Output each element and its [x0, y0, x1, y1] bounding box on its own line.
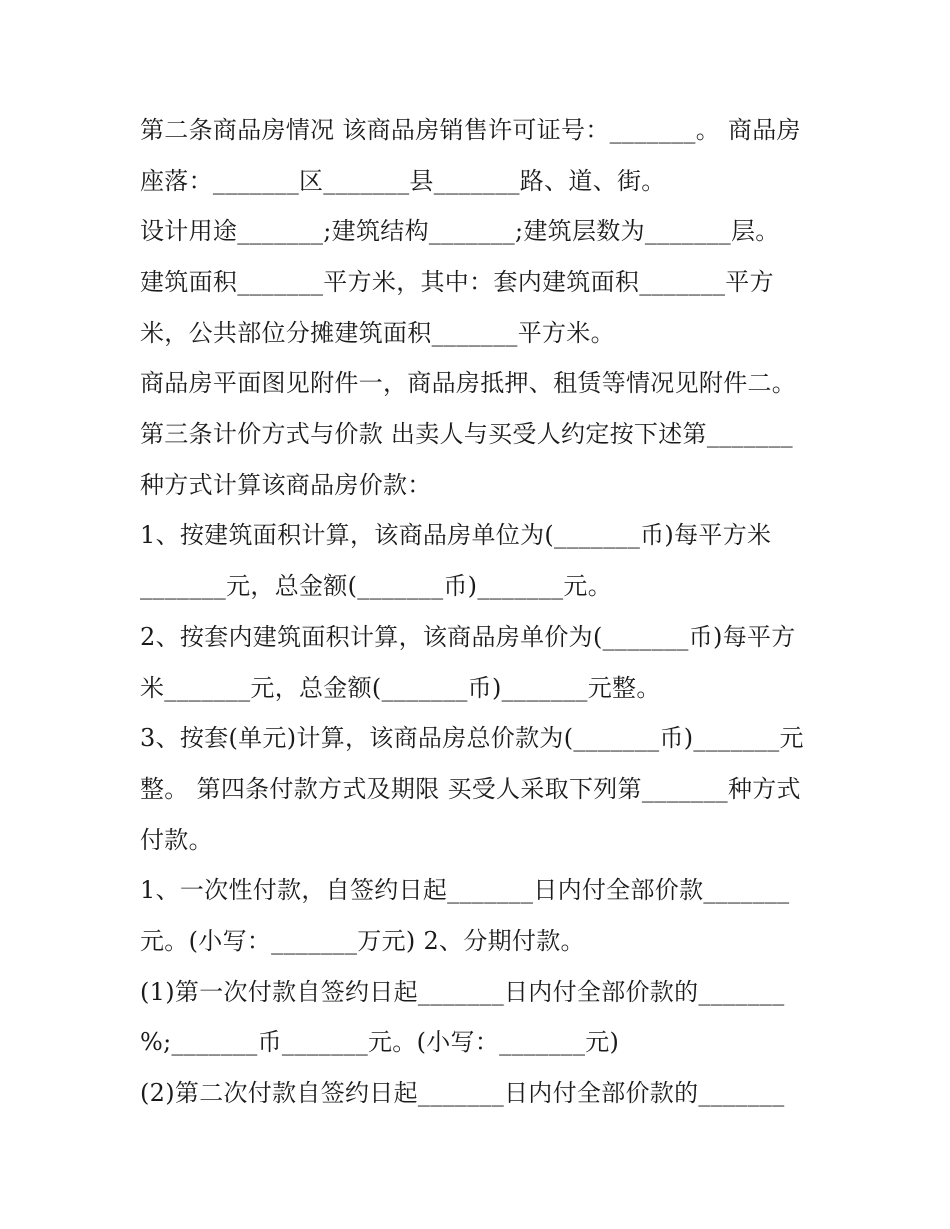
text-line: _______元，总金额(_______币)_______元。: [140, 572, 613, 600]
text-line: 建筑面积_______平方米，其中：套内建筑面积_______平方: [140, 268, 774, 296]
text-line: 3、按套(单元)计算，该商品房总价款为(_______币)_______元: [140, 724, 804, 752]
text-line: 整。 第四条付款方式及期限 买受人采取下列第_______种方式: [140, 775, 801, 803]
text-line: 1、一次性付款，自签约日起_______日内付全部价款_______: [140, 876, 790, 904]
text-line: 付款。: [140, 826, 213, 854]
text-line: 设计用途_______;建筑结构_______;建筑层数为_______层。: [140, 217, 780, 245]
text-line: %;_______币_______元。(小写：_______元): [140, 1028, 620, 1056]
text-line: (1)第一次付款自签约日起_______日内付全部价款的_______: [140, 978, 785, 1006]
text-line: 米，公共部位分摊建筑面积_______平方米。: [140, 319, 615, 347]
text-line: 第三条计价方式与价款 出卖人与买受人约定按下述第_______: [140, 420, 793, 448]
text-line: (2)第二次付款自签约日起_______日内付全部价款的_______: [140, 1079, 785, 1107]
text-line: 米_______元，总金额(_______币)_______元整。: [140, 674, 661, 702]
text-line: 种方式计算该商品房价款：: [140, 471, 432, 499]
text-line: 元。(小写：_______万元) 2、分期付款。: [140, 927, 585, 955]
text-line: 2、按套内建筑面积计算，该商品房单价为(_______币)每平方: [140, 623, 796, 651]
text-line: 第二条商品房情况 该商品房销售许可证号：_______。 商品房: [140, 116, 801, 144]
text-line: 座落：_______区_______县_______路、道、街。: [140, 167, 666, 195]
text-line: 1、按建筑面积计算，该商品房单位为(_______币)每平方米: [140, 521, 772, 549]
text-line: 商品房平面图见附件一，商品房抵押、租赁等情况见附件二。: [140, 369, 797, 397]
